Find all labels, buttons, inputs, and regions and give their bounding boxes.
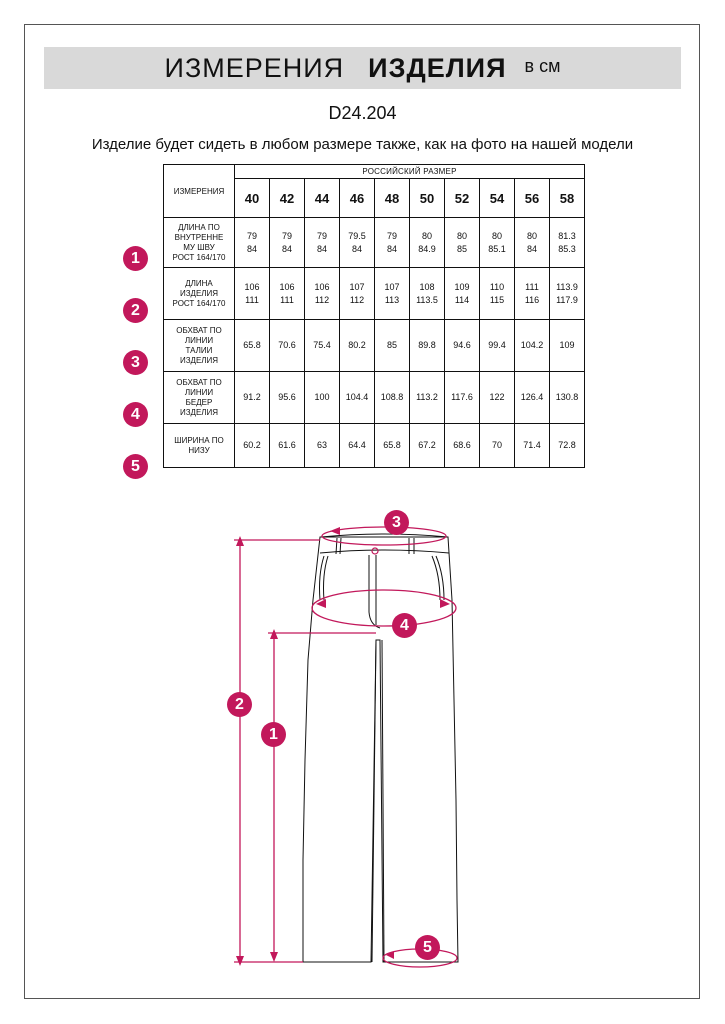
- cell-value: 126.4: [520, 392, 544, 402]
- cell-value: 85: [456, 243, 467, 254]
- row-label-line: ОБХВАТ ПО: [176, 377, 222, 387]
- cell-value: 112: [314, 294, 330, 305]
- cell-value: 85: [386, 340, 397, 350]
- row-badge-5: 5: [123, 454, 148, 479]
- row-label-line: ИЗДЕЛИЯ: [179, 355, 219, 365]
- cell-value: 85.3: [558, 243, 576, 254]
- article-code: D24.204: [328, 103, 397, 123]
- diagram-badge-4: 4: [392, 613, 417, 638]
- cell-value: 79: [316, 230, 327, 241]
- cell-value: 110: [489, 281, 505, 292]
- row-badge-1: 1: [123, 246, 148, 271]
- cell-value: 64.4: [348, 440, 366, 450]
- cell-value: 80: [456, 230, 467, 241]
- size-header-58: 58: [550, 179, 585, 218]
- cell-value: 80: [491, 230, 502, 241]
- diagram-badge-3: 3: [384, 510, 409, 535]
- diagram-badge-1: 1: [261, 722, 286, 747]
- corner-label: ИЗМЕРЕНИЯ: [164, 165, 235, 218]
- cell-value: 84: [386, 243, 397, 254]
- button-icon: [372, 548, 378, 554]
- cell-value: 79: [281, 230, 292, 241]
- fit-note: Изделие будет сидеть в любом размере также, как на фото на нашей модели: [91, 136, 634, 153]
- size-header-56: 56: [515, 179, 550, 218]
- cell-value: 116: [524, 294, 540, 305]
- size-header-46: 46: [340, 179, 375, 218]
- cell-value: 111: [280, 294, 294, 305]
- right-pocket: [432, 556, 444, 600]
- cell-value: 89.8: [418, 340, 436, 350]
- title-measurements: ИЗМЕРЕНИЯ: [164, 52, 345, 83]
- cell-value: 79: [246, 230, 257, 241]
- cell-value: 112: [349, 294, 365, 305]
- cell-value: 106: [314, 281, 330, 292]
- row-label-line: РОСТ 164/170: [172, 252, 226, 262]
- cell-value: 117.6: [451, 392, 473, 402]
- row-label-line: ДЛИНА ПО: [178, 222, 220, 232]
- left-pocket: [320, 556, 329, 600]
- size-header-54: 54: [480, 179, 515, 218]
- cell-value: 65.8: [243, 340, 261, 350]
- cell-value: 113.9: [556, 281, 578, 292]
- cell-value: 115: [489, 294, 505, 305]
- cell-value: 70.6: [278, 340, 296, 350]
- row-label-line: РОСТ 164/170: [172, 298, 226, 308]
- size-header-44: 44: [305, 179, 340, 218]
- cell-value: 84: [351, 243, 362, 254]
- cell-value: 84: [526, 243, 537, 254]
- row-label-line: ЛИНИИ: [184, 387, 214, 397]
- size-group-header: РОССИЙСКИЙ РАЗМЕР: [235, 165, 585, 179]
- cell-value: 122: [489, 392, 505, 402]
- cell-value: 79: [386, 230, 397, 241]
- cell-value: 107: [384, 281, 400, 292]
- cell-value: 117.9: [556, 294, 578, 305]
- row-label-line: МУ ШВУ: [183, 242, 215, 252]
- cell-value: 70: [491, 440, 502, 450]
- cell-value: 95.6: [278, 392, 296, 402]
- waist-ellipse: [322, 527, 446, 545]
- cell-value: 81.3: [558, 230, 576, 241]
- row-label-line: ИЗДЕЛИЯ: [179, 407, 219, 417]
- cell-value: 75.4: [313, 340, 331, 350]
- row-label-line: ВНУТРЕННЕ: [174, 232, 224, 242]
- cell-value: 91.2: [243, 392, 261, 402]
- cell-value: 71.4: [523, 440, 541, 450]
- cell-value: 84: [281, 243, 292, 254]
- size-header-48: 48: [375, 179, 410, 218]
- row-label-line: НИЗУ: [188, 445, 210, 455]
- cell-value: 85.1: [488, 243, 506, 254]
- cell-value: 107: [349, 281, 365, 292]
- row-badge-2: 2: [123, 298, 148, 323]
- cell-value: 63: [316, 440, 327, 450]
- cell-value: 109: [454, 281, 470, 292]
- cell-value: 72.8: [558, 440, 576, 450]
- cell-value: 104.4: [345, 392, 369, 402]
- cell-value: 111: [245, 294, 259, 305]
- diagram-badge-5: 5: [415, 935, 440, 960]
- cell-value: 68.6: [453, 440, 471, 450]
- cell-value: 84: [316, 243, 327, 254]
- row-label-line: ТАЛИИ: [185, 345, 213, 355]
- row-label-line: ШИРИНА ПО: [174, 435, 224, 445]
- size-header-40: 40: [235, 179, 270, 218]
- cell-value: 108: [419, 281, 435, 292]
- size-header-52: 52: [445, 179, 480, 218]
- inseam-left: [372, 640, 376, 962]
- cell-value: 113.5: [416, 294, 438, 305]
- cell-value: 79.5: [348, 230, 366, 241]
- cell-value: 100: [314, 392, 330, 402]
- cell-value: 60.2: [243, 440, 261, 450]
- cell-value: 84: [246, 243, 257, 254]
- cell-value: 109: [559, 340, 575, 350]
- row-badge-4: 4: [123, 402, 148, 427]
- cell-value: 67.2: [418, 440, 436, 450]
- row-label-line: БЕДЕР: [185, 397, 213, 407]
- row-label-line: ДЛИНА: [185, 278, 213, 288]
- cell-value: 106: [244, 281, 260, 292]
- cell-value: 104.2: [520, 340, 544, 350]
- cell-value: 65.8: [383, 440, 401, 450]
- cell-value: 113.2: [416, 392, 438, 402]
- pants-outline: [303, 537, 458, 962]
- cell-value: 130.8: [555, 392, 579, 402]
- cell-value: 99.4: [488, 340, 506, 350]
- row-badge-3: 3: [123, 350, 148, 375]
- cell-value: 111: [525, 281, 539, 292]
- cell-value: 80: [526, 230, 537, 241]
- cell-value: 113: [384, 294, 400, 305]
- cell-value: 80: [421, 230, 432, 241]
- size-header-42: 42: [270, 179, 305, 218]
- diagram-badge-2: 2: [227, 692, 252, 717]
- cell-value: 61.6: [278, 440, 296, 450]
- cell-value: 84.9: [418, 243, 436, 254]
- row-label-line: ОБХВАТ ПО: [176, 325, 222, 335]
- row-label-line: ИЗДЕЛИЯ: [179, 288, 219, 298]
- title-units: в см: [524, 55, 561, 76]
- fly-stitch: [369, 555, 380, 628]
- cell-value: 108.8: [380, 392, 404, 402]
- title-product: ИЗДЕЛИЯ: [368, 52, 507, 83]
- size-header-50: 50: [410, 179, 445, 218]
- cell-value: 80.2: [348, 340, 366, 350]
- cell-value: 114: [454, 294, 470, 305]
- row-label-line: ЛИНИИ: [184, 335, 214, 345]
- hip-ellipse: [312, 590, 456, 626]
- cell-value: 94.6: [453, 340, 471, 350]
- belt-loops: [336, 538, 414, 554]
- cell-value: 106: [279, 281, 295, 292]
